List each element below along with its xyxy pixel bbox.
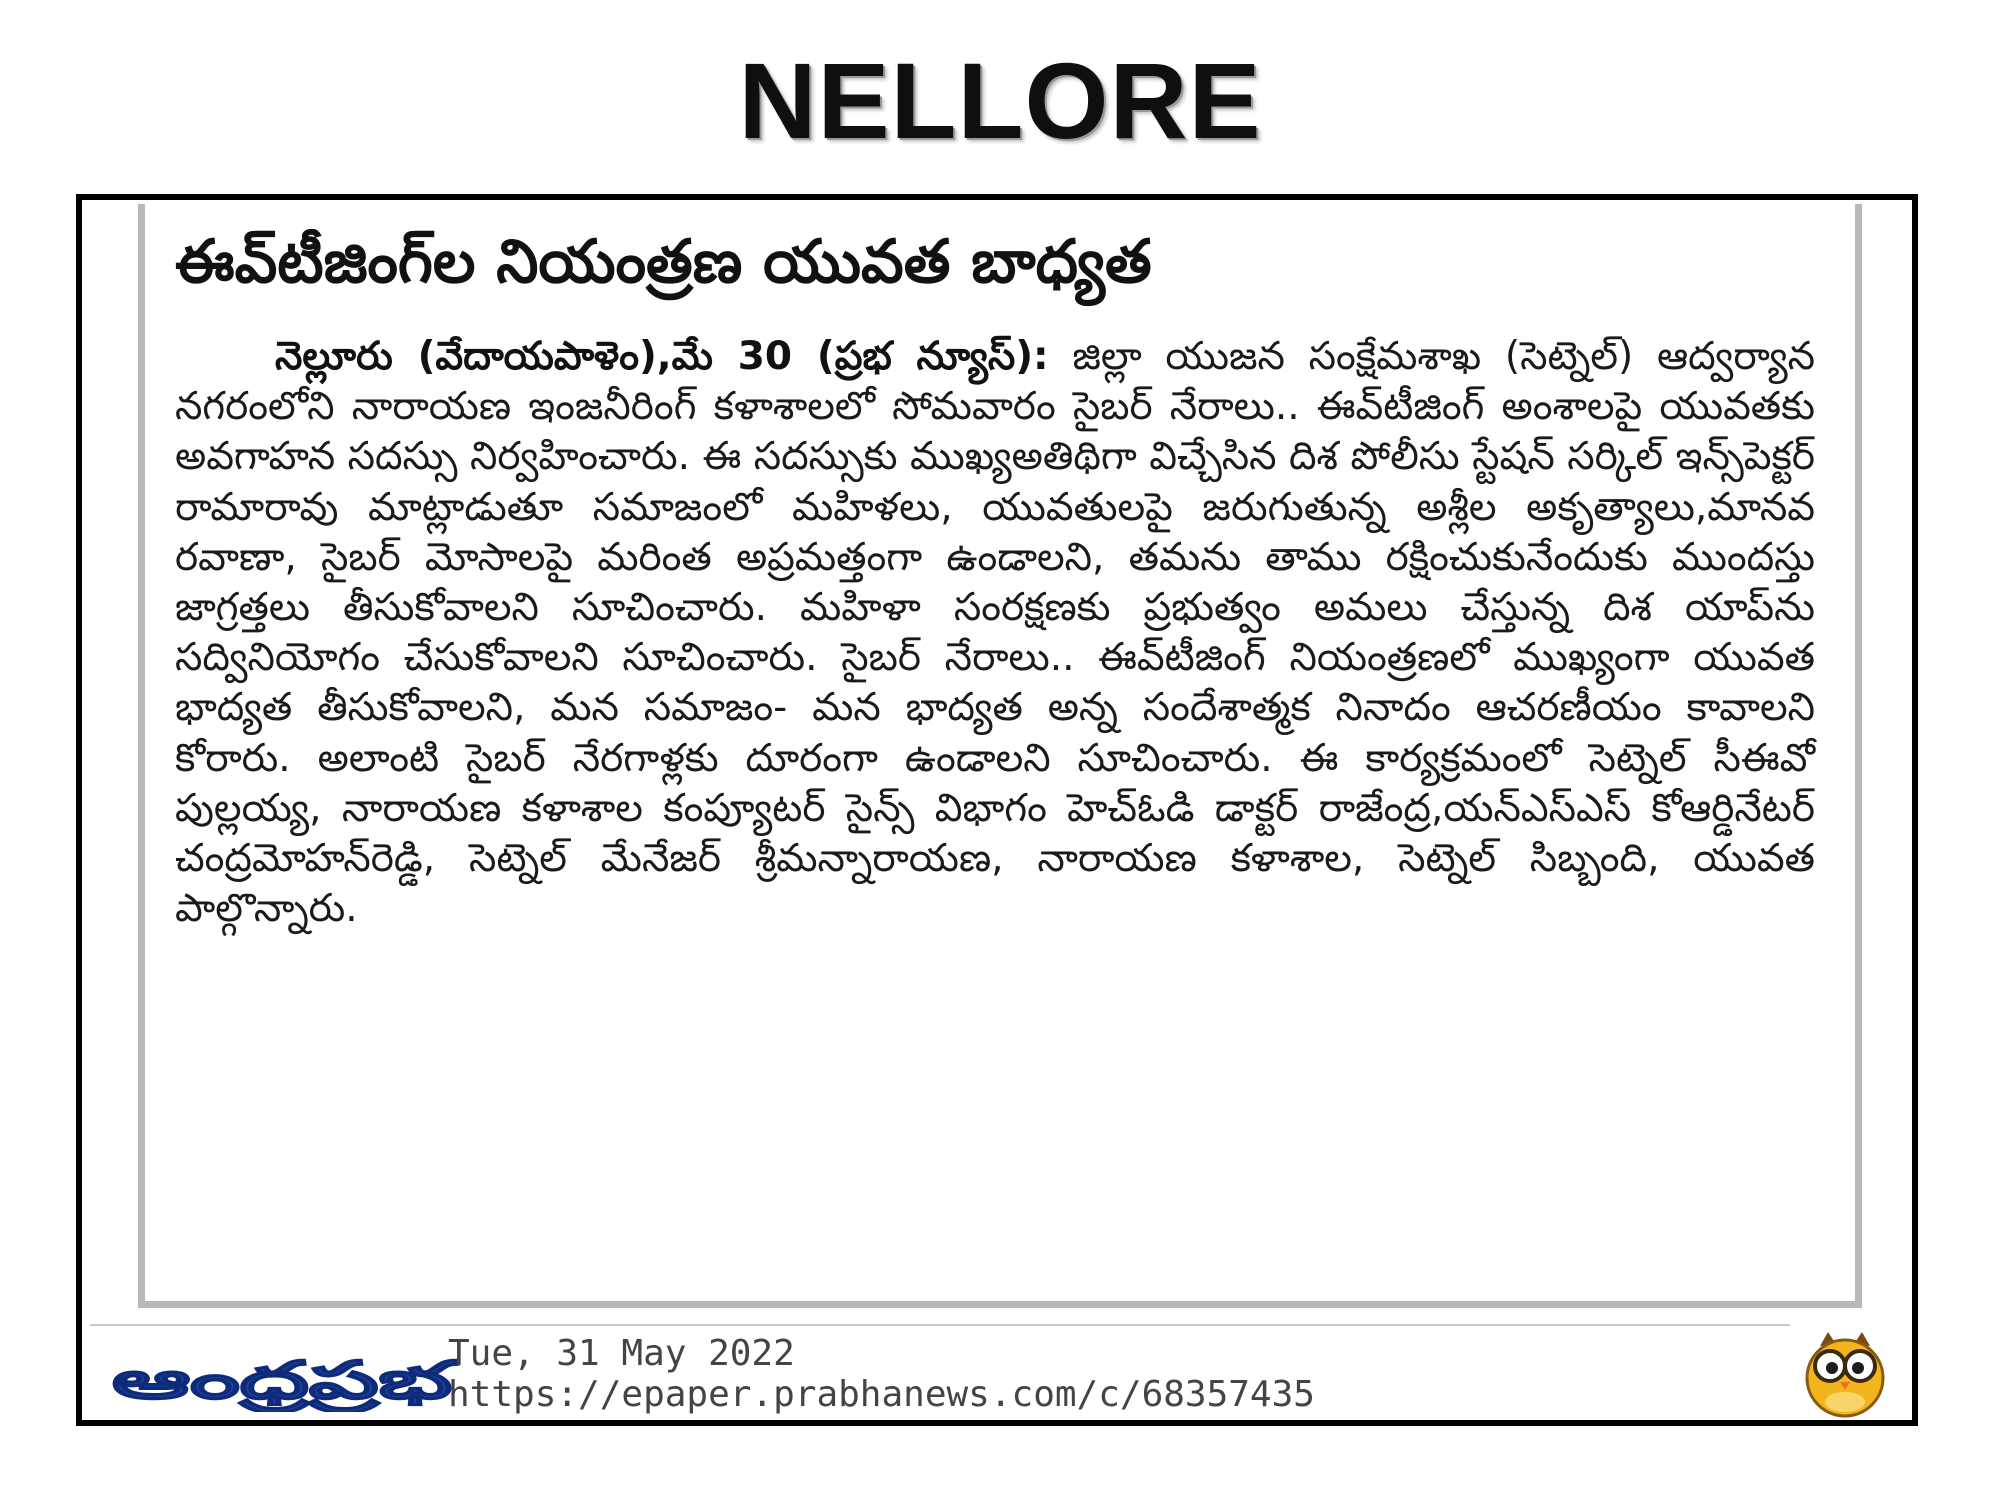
newspaper-logo <box>108 1342 460 1412</box>
newspaper-logo-text: ఆంధ్రప్రభ <box>112 1351 293 1411</box>
article-body <box>175 332 1815 934</box>
news-clipping <box>76 194 1918 1426</box>
owl-icon <box>1798 1326 1892 1420</box>
article-text: జిల్లా యుజన సంక్షేమశాఖ (సెట్నెల్) ఆద్వర్యాన నగరంలోని నారాయణ ఇంజనీరింగ్ కళాశాలలో సోమవారం సైబర్ నేరాలు.. ఈవ్‌టీజింగ్ అంశాలపై యువతకు అవగాహన సదస్సు నిర్వహించారు. ఈ సదస్సుకు ముఖ్యఅతిథిగా విచ్చేసిన దిశ పోలీసు స్టేషన్ సర్కిల్ ఇన్స్‌పెక్టర్ రామారావు మాట్లాడుతూ సమాజంలో మహిళలు, యువతులపై జరుగుతున్న అశ్లీల అకృత్యాలు,మానవ రవాణా, సైబర్ మోసాలపై మరింత అప్రమత్తంగా ఉండాలని, తమను తాము రక్షించుకునేందుకు ముందస్తు జాగ్రత్తలు తీసుకోవాలని సూచించారు. మహిళా సంరక్షణకు ప్రభుత్వం అమలు చేస్తున్న దిశ యాప్‌ను సద్వినియోగం చేసుకోవాలని సూచించారు. సైబర్ నేరాలు.. ఈవ్‌టీజింగ్ నియంత్రణలో ముఖ్యంగా యువత భాద్యత తీసుకోవాలని, మన సమాజం- మన భాద్యత అన్న సందేశాత్మక నినాదం ఆచరణీయం కావాలని కోరారు. అలాంటి సైబర్ నేరగాళ్లకు దూరంగా ఉండాలని సూచించారు. ఈ కార్యక్రమంలో సెట్నెల్ సీఈవో పుల్లయ్య, నారాయణ కళాశాల కంప్యూటర్ సైన్స్ విభాగం హెచ్‌ఓడి డాక్టర్ రాజేంద్ర,యన్ఎస్ఎస్ కోఆర్డినేటర్ చంద్రమోహన్‌రెడ్డి, సెట్నెల్ మేనేజర్ శ్రీమన్నారాయణ, నారాయణ కళాశాల, సెట్నెల్ సిబ్బంది, యువత పాల్గొన్నారు. <box>175 334 1815 932</box>
article <box>138 204 1862 1308</box>
page-title: NELLORE <box>738 40 1262 161</box>
publish-date: Tue, 31 May 2022 <box>448 1333 795 1374</box>
article-dateline: నెల్లూరు (వేదాయపాళెం),మే 30 (ప్రభ న్యూస్): <box>275 334 1049 379</box>
footer-divider <box>90 1324 1790 1326</box>
footer-meta <box>448 1333 1315 1415</box>
epaper-url[interactable]: https://epaper.prabhanews.com/c/68357435 <box>448 1374 1315 1415</box>
article-headline: ఈవ్‌టీజింగ్‌ల నియంత్రణ యువత బాధ్యత <box>175 227 1152 297</box>
